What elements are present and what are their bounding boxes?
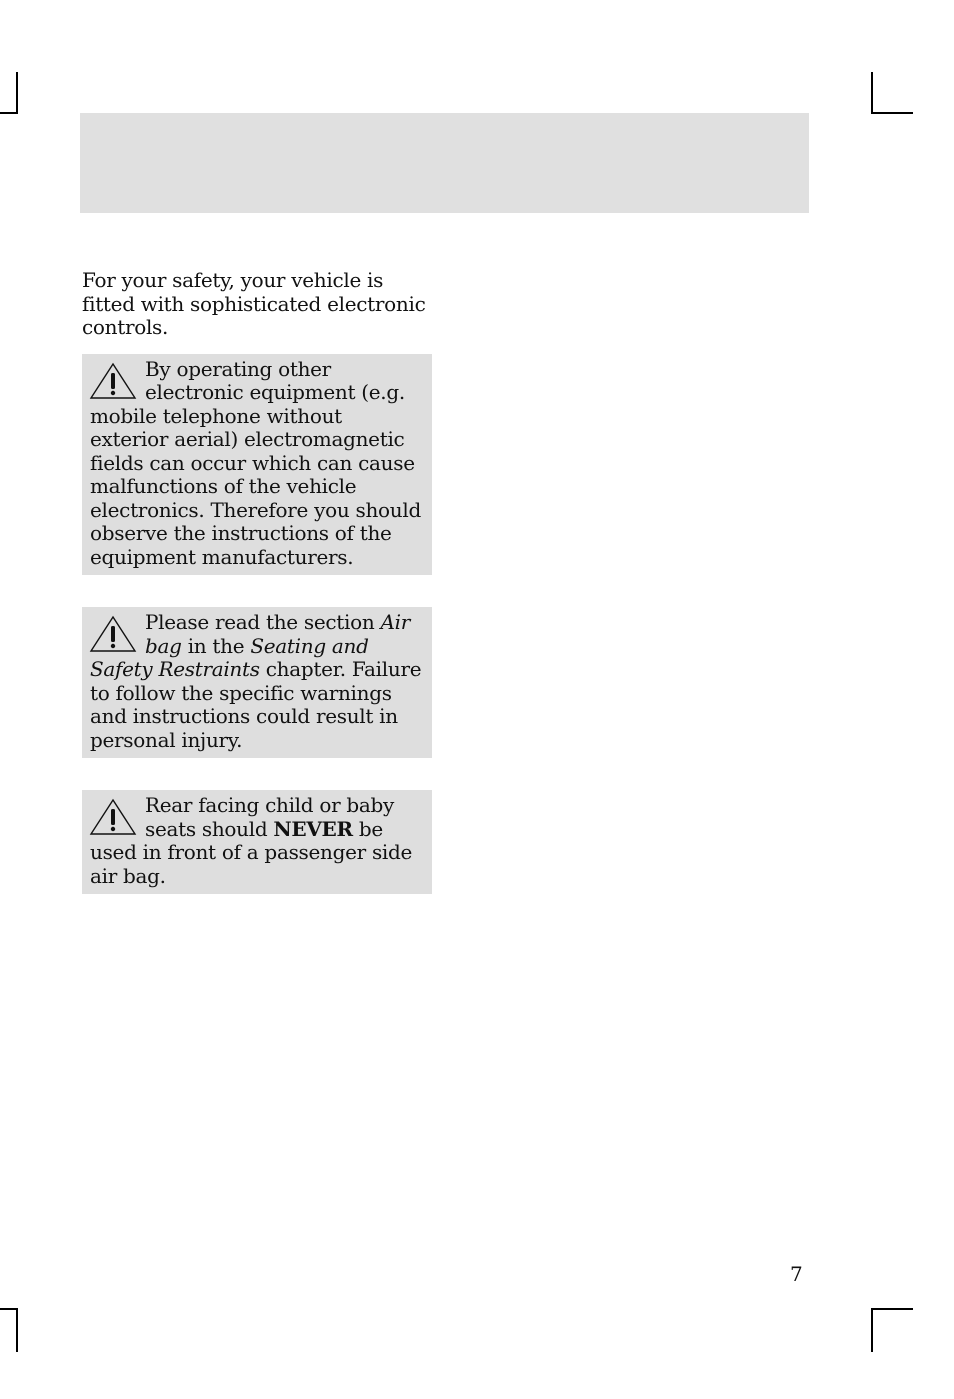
crop-mark-bottom-right-v (871, 1308, 873, 1352)
header-band (80, 113, 809, 213)
warning-text (90, 358, 424, 570)
warning-text-segment: Air bag (145, 610, 410, 658)
warning-text-segment: By operating other electronic equipment (e.g. mobile telephone without exterior aerial) electromagnetic fields can occur which can cause malfunctions of the vehicle electronics. Therefore you should observe the instructions of the equipment manufacturers. (90, 356, 421, 569)
crop-mark-top-left-h (0, 112, 18, 114)
crop-mark-top-right-v (871, 72, 873, 114)
crop-mark-top-right-h (871, 112, 913, 114)
warning-text-segment: be used in front of a passenger side air bag. (90, 816, 413, 888)
crop-mark-top-left-v (16, 72, 18, 114)
page-number: 7 (790, 1262, 803, 1286)
crop-mark-bottom-right-h (871, 1308, 913, 1310)
warning-text-segment: in the (181, 633, 251, 658)
warning-box (82, 354, 432, 576)
warning-box (82, 790, 432, 894)
warning-text-segment: chapter. Failure to follow the specific warnings and instructions could result in personal injury. (90, 657, 422, 752)
warning-text-segment: Please read the section (145, 610, 381, 634)
crop-mark-bottom-left-v (16, 1308, 18, 1352)
page-content (82, 269, 432, 894)
warning-triangle-icon (89, 798, 137, 836)
warning-text (90, 794, 424, 888)
warning-triangle-icon (89, 362, 137, 400)
warning-box (82, 607, 432, 758)
intro-text: For your safety, your vehicle is fitted with sophisticated electronic controls. (82, 268, 426, 339)
warning-text-segment: Seating and Safety Restraints (90, 633, 369, 681)
warning-text-segment: NEVER (273, 816, 353, 841)
warning-triangle-icon (89, 615, 137, 653)
warning-text (90, 611, 424, 752)
warning-text-segment: Rear facing child or baby seats should (145, 793, 395, 841)
